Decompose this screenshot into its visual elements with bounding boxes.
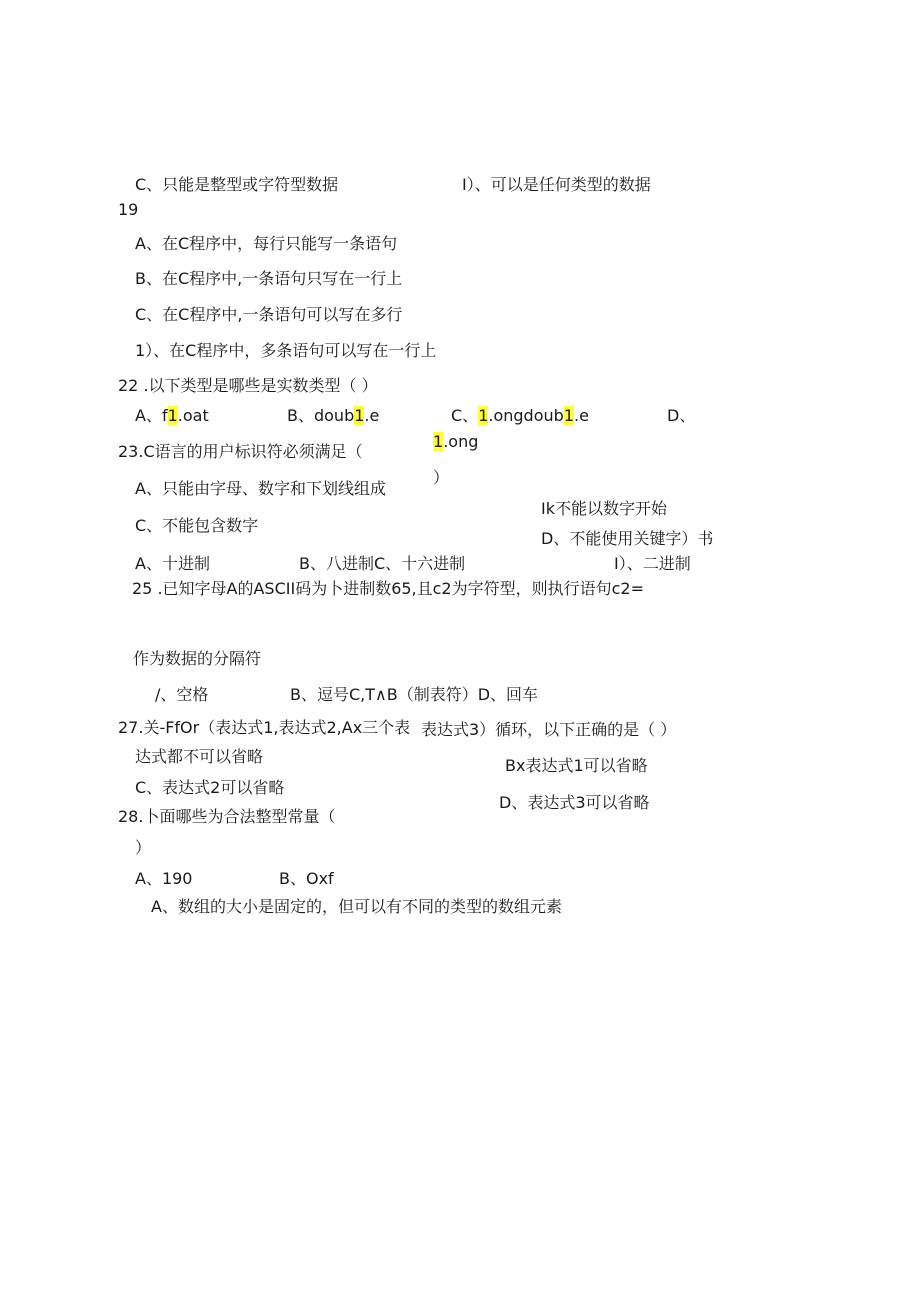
option-c-int-char-only: C、只能是整型或字符型数据	[135, 175, 339, 194]
q19-option-a: A、在C程序中，每行只能写一条语句	[135, 234, 398, 253]
q28-option-b: B、Oxf	[279, 869, 334, 888]
q22-option-b: B、doub1.e	[287, 406, 380, 425]
q24-option-b-c: B、八进制C、十六进制	[299, 554, 466, 573]
q27-option-c: C、表达式2可以省略	[135, 778, 285, 797]
q22-option-d-value: 1.ong	[433, 432, 479, 451]
question-28: 28.卜面哪些为合法整型常量（	[118, 807, 336, 826]
question-23: 23.C语言的用户标识符必须满足（	[118, 442, 363, 461]
highlight-mark: 1	[354, 406, 365, 425]
question-22: 22 .以下类型是哪些是实数类型（ ）	[118, 376, 378, 395]
q23-option-a: A、只能由字母、数字和下划线组成	[135, 479, 386, 498]
q19-option-c: C、在C程序中,一条语句可以写在多行	[135, 305, 403, 324]
option-d-any-type: I）、可以是任何类型的数据	[462, 175, 651, 194]
question-26-stem: 作为数据的分隔符	[133, 649, 262, 668]
q24-option-d: I）、二进制	[614, 554, 691, 573]
q22-option-d: D、	[667, 406, 696, 425]
array-option-a: A、数组的大小是固定的，但可以有不同的类型的数组元素	[151, 897, 562, 916]
highlight-mark: 1	[167, 406, 178, 425]
q26-option-a: /、空格	[155, 685, 209, 704]
question-27-right: 表达式3）循环，以下正确的是（ ）	[421, 720, 677, 739]
q27-option-b: Bx表达式1可以省略	[505, 756, 648, 775]
q26-options-b-c-d: B、逗号C,T∧B（制表符）D、回车	[290, 685, 539, 704]
q23-option-c: C、不能包含数字	[135, 516, 259, 535]
q23-close-paren: ）	[433, 468, 450, 487]
q23-option-d: D、不能使用关键字）书	[541, 529, 714, 548]
question-19-number: 19	[118, 200, 139, 219]
q22-option-a: A、f1.oat	[135, 406, 209, 425]
q24-option-a: A、十进制	[135, 554, 210, 573]
q23-option-b: Ik不能以数字开始	[541, 499, 667, 518]
q28-close-paren: ）	[135, 838, 152, 857]
q19-option-b: B、在C程序中,一条语句只写在一行上	[135, 269, 403, 288]
q28-option-a: A、190	[135, 869, 193, 888]
highlight-mark: 1	[478, 406, 489, 425]
q27-option-d: D、表达式3可以省略	[499, 793, 650, 812]
highlight-mark: 1	[563, 406, 574, 425]
question-27-left: 27.关-FfOr（表达式1,表达式2,Ax三个表	[118, 718, 411, 737]
question-25: 25 .已知字母A的ASCII码为卜进制数65,且c2为字符型，则执行语句c2=	[132, 579, 644, 598]
q19-option-d: 1）、在C程序中，多条语句可以写在一行上	[135, 341, 437, 360]
q27-option-a: 达式都不可以省略	[135, 747, 264, 766]
q22-option-c: C、1.ongdoub1.e	[451, 406, 589, 425]
highlight-mark: 1	[433, 432, 444, 451]
